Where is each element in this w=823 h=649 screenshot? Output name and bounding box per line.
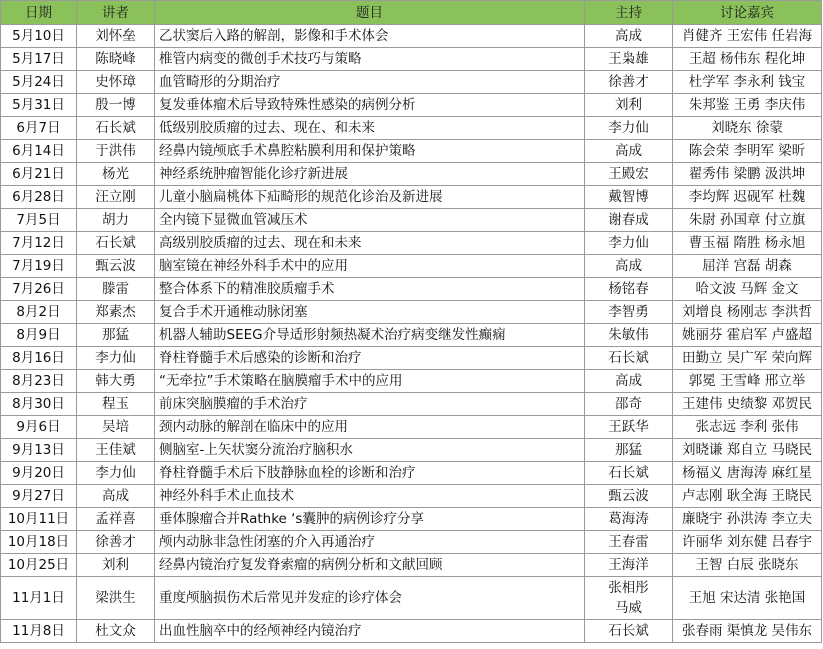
- column-header-date: 日期: [1, 1, 77, 25]
- cell-guests: 刘增良 杨刚志 李洪哲: [673, 301, 822, 324]
- cell-topic: 神经外科手术止血技术: [155, 485, 585, 508]
- cell-guests: 陈会荣 李明军 梁昕: [673, 140, 822, 163]
- table-row: [1, 554, 822, 577]
- cell-host: 王殿宏: [585, 163, 673, 186]
- cell-date: 5月10日: [1, 25, 77, 48]
- cell-guests: 郭冕 王雪峰 邢立举: [673, 370, 822, 393]
- cell-host: 高成: [585, 255, 673, 278]
- cell-host: 高成: [585, 25, 673, 48]
- table-row: [1, 25, 822, 48]
- cell-speaker: 甄云波: [77, 255, 155, 278]
- cell-host: 王海洋: [585, 554, 673, 577]
- header-row: [1, 1, 822, 25]
- table-row: [1, 347, 822, 370]
- column-header-speaker: 讲者: [77, 1, 155, 25]
- cell-topic: 颈内动脉的解剖在临床中的应用: [155, 416, 585, 439]
- cell-date: 5月24日: [1, 71, 77, 94]
- cell-guests: 刘晓东 徐蒙: [673, 117, 822, 140]
- cell-date: 8月30日: [1, 393, 77, 416]
- cell-topic: 复合手术开通椎动脉闭塞: [155, 301, 585, 324]
- cell-host: 那猛: [585, 439, 673, 462]
- cell-date: 10月25日: [1, 554, 77, 577]
- cell-topic: 重度颅脑损伤术后常见并发症的诊疗体会: [155, 577, 585, 620]
- table-row: [1, 416, 822, 439]
- column-header-guests: 讨论嘉宾: [673, 1, 822, 25]
- cell-speaker: 杜文众: [77, 620, 155, 643]
- cell-speaker: 梁洪生: [77, 577, 155, 620]
- cell-guests: 王旭 宋达清 张艳国: [673, 577, 822, 620]
- cell-date: 5月17日: [1, 48, 77, 71]
- cell-host: 谢春成: [585, 209, 673, 232]
- cell-date: 11月1日: [1, 577, 77, 620]
- cell-speaker: 陈晓峰: [77, 48, 155, 71]
- cell-guests: 许丽华 刘东健 吕春宇: [673, 531, 822, 554]
- cell-host: 朱敏伟: [585, 324, 673, 347]
- cell-guests: 肖健齐 王宏伟 任岩海: [673, 25, 822, 48]
- cell-date: 8月2日: [1, 301, 77, 324]
- table-row: [1, 278, 822, 301]
- table-row: [1, 301, 822, 324]
- cell-host: 王春雷: [585, 531, 673, 554]
- cell-guests: 姚丽芬 霍启军 卢盛超: [673, 324, 822, 347]
- cell-host: 邵奇: [585, 393, 673, 416]
- cell-host: 李力仙: [585, 117, 673, 140]
- cell-topic: 神经系统肿瘤智能化诊疗新进展: [155, 163, 585, 186]
- cell-host: 李智勇: [585, 301, 673, 324]
- cell-guests: 王建伟 史绩黎 邓贺民: [673, 393, 822, 416]
- cell-topic: 整合体系下的精准胶质瘤手术: [155, 278, 585, 301]
- cell-date: 9月20日: [1, 462, 77, 485]
- table-row: [1, 508, 822, 531]
- cell-date: 7月12日: [1, 232, 77, 255]
- cell-date: 9月6日: [1, 416, 77, 439]
- cell-guests: 朱尉 孙国章 付立旗: [673, 209, 822, 232]
- cell-topic: 椎管内病变的微创手术技巧与策略: [155, 48, 585, 71]
- cell-date: 8月16日: [1, 347, 77, 370]
- cell-guests: 李均辉 迟砚军 杜魏: [673, 186, 822, 209]
- cell-topic: 出血性脑卒中的经颅神经内镜治疗: [155, 620, 585, 643]
- table-row: [1, 439, 822, 462]
- cell-speaker: 殷一博: [77, 94, 155, 117]
- cell-topic: 侧脑室-上矢状窦分流治疗脑积水: [155, 439, 585, 462]
- cell-topic: 脑室镜在神经外科手术中的应用: [155, 255, 585, 278]
- column-header-host: 主持: [585, 1, 673, 25]
- cell-topic: 全内镜下显微血管减压术: [155, 209, 585, 232]
- cell-guests: 杜学军 李永利 钱宝: [673, 71, 822, 94]
- table-row: [1, 531, 822, 554]
- cell-speaker: 高成: [77, 485, 155, 508]
- cell-date: 9月27日: [1, 485, 77, 508]
- cell-host: 李力仙: [585, 232, 673, 255]
- table-row: [1, 209, 822, 232]
- cell-topic: 机器人辅助SEEG介导适形射频热凝术治疗病变继发性癫痫: [155, 324, 585, 347]
- cell-speaker: 石长斌: [77, 232, 155, 255]
- cell-guests: 王超 杨伟东 程化坤: [673, 48, 822, 71]
- cell-guests: 杨福义 唐海涛 麻红星: [673, 462, 822, 485]
- cell-speaker: 孟祥喜: [77, 508, 155, 531]
- cell-speaker: 杨光: [77, 163, 155, 186]
- cell-date: 6月14日: [1, 140, 77, 163]
- cell-speaker: 李力仙: [77, 347, 155, 370]
- cell-speaker: 王佳斌: [77, 439, 155, 462]
- cell-speaker: 于洪伟: [77, 140, 155, 163]
- cell-host: 甄云波: [585, 485, 673, 508]
- cell-date: 10月11日: [1, 508, 77, 531]
- cell-topic: 前床突脑膜瘤的手术治疗: [155, 393, 585, 416]
- cell-speaker: 滕雷: [77, 278, 155, 301]
- cell-guests: 屈洋 宫磊 胡森: [673, 255, 822, 278]
- cell-date: 7月26日: [1, 278, 77, 301]
- cell-speaker: 史怀璋: [77, 71, 155, 94]
- cell-topic: 脊柱脊髓手术后感染的诊断和治疗: [155, 347, 585, 370]
- table-row: [1, 393, 822, 416]
- cell-date: 9月13日: [1, 439, 77, 462]
- cell-topic: 儿童小脑扁桃体下疝畸形的规范化诊治及新进展: [155, 186, 585, 209]
- cell-date: 8月9日: [1, 324, 77, 347]
- table-row: [1, 255, 822, 278]
- cell-host: 石长斌: [585, 462, 673, 485]
- table-row: [1, 462, 822, 485]
- cell-speaker: 那猛: [77, 324, 155, 347]
- cell-host: 王枭雄: [585, 48, 673, 71]
- cell-speaker: 汪立刚: [77, 186, 155, 209]
- cell-speaker: 吴培: [77, 416, 155, 439]
- cell-host: 王跃华: [585, 416, 673, 439]
- table-row: [1, 620, 822, 643]
- cell-topic: 乙状窦后入路的解剖，影像和手术体会: [155, 25, 585, 48]
- cell-speaker: 郑素杰: [77, 301, 155, 324]
- cell-topic: 经鼻内镜治疗复发脊索瘤的病例分析和文献回顾: [155, 554, 585, 577]
- cell-topic: 脊柱脊髓手术后下肢静脉血栓的诊断和治疗: [155, 462, 585, 485]
- cell-guests: 刘晓谦 郑自立 马晓民: [673, 439, 822, 462]
- table-row: [1, 577, 822, 620]
- cell-guests: 田勤立 吴广军 荣向辉: [673, 347, 822, 370]
- cell-topic: 复发垂体瘤术后导致特殊性感染的病例分析: [155, 94, 585, 117]
- cell-speaker: 刘利: [77, 554, 155, 577]
- table-row: [1, 485, 822, 508]
- cell-date: 10月18日: [1, 531, 77, 554]
- cell-date: 7月5日: [1, 209, 77, 232]
- cell-speaker: 程玉: [77, 393, 155, 416]
- cell-guests: 卢志刚 耿全海 王晓民: [673, 485, 822, 508]
- cell-host: 高成: [585, 370, 673, 393]
- cell-host: 石长斌: [585, 620, 673, 643]
- cell-host: 刘利: [585, 94, 673, 117]
- cell-host: 杨铭春: [585, 278, 673, 301]
- cell-date: 6月7日: [1, 117, 77, 140]
- cell-speaker: 韩大勇: [77, 370, 155, 393]
- cell-host: 石长斌: [585, 347, 673, 370]
- table-row: [1, 94, 822, 117]
- cell-speaker: 李力仙: [77, 462, 155, 485]
- cell-topic: 低级别胶质瘤的过去、现在、和未来: [155, 117, 585, 140]
- cell-date: 7月19日: [1, 255, 77, 278]
- cell-guests: 张志远 李利 张伟: [673, 416, 822, 439]
- table-row: [1, 71, 822, 94]
- column-header-topic: 题目: [155, 1, 585, 25]
- cell-guests: 翟秀伟 梁鹏 汲洪坤: [673, 163, 822, 186]
- cell-guests: 哈文波 马辉 金文: [673, 278, 822, 301]
- cell-host: 戴智博: [585, 186, 673, 209]
- cell-host: 张相彤 马威: [585, 577, 673, 620]
- table-row: [1, 117, 822, 140]
- cell-topic: “无牵拉”手术策略在脑膜瘤手术中的应用: [155, 370, 585, 393]
- cell-host: 葛海涛: [585, 508, 673, 531]
- cell-guests: 王智 白辰 张晓东: [673, 554, 822, 577]
- cell-speaker: 徐善才: [77, 531, 155, 554]
- cell-date: 6月28日: [1, 186, 77, 209]
- cell-guests: 朱邦鉴 王勇 李庆伟: [673, 94, 822, 117]
- cell-date: 8月23日: [1, 370, 77, 393]
- cell-speaker: 石长斌: [77, 117, 155, 140]
- table-row: [1, 163, 822, 186]
- table-row: [1, 324, 822, 347]
- cell-speaker: 刘怀垒: [77, 25, 155, 48]
- table-row: [1, 232, 822, 255]
- table-row: [1, 186, 822, 209]
- cell-topic: 经鼻内镜颅底手术鼻腔粘膜利用和保护策略: [155, 140, 585, 163]
- cell-guests: 廉晓宇 孙洪涛 李立夫: [673, 508, 822, 531]
- cell-date: 5月31日: [1, 94, 77, 117]
- cell-topic: 颅内动脉非急性闭塞的介入再通治疗: [155, 531, 585, 554]
- cell-topic: 血管畸形的分期治疗: [155, 71, 585, 94]
- cell-date: 11月8日: [1, 620, 77, 643]
- table-body: [1, 25, 822, 643]
- cell-topic: 垂体腺瘤合并Rathke ‘s囊肿的病例诊疗分享: [155, 508, 585, 531]
- cell-guests: 张春雨 渠慎龙 吴伟东: [673, 620, 822, 643]
- cell-topic: 高级别胶质瘤的过去、现在和未来: [155, 232, 585, 255]
- table-row: [1, 140, 822, 163]
- cell-speaker: 胡力: [77, 209, 155, 232]
- cell-host: 徐善才: [585, 71, 673, 94]
- cell-host: 高成: [585, 140, 673, 163]
- cell-guests: 曹玉福 隋胜 杨永旭: [673, 232, 822, 255]
- cell-date: 6月21日: [1, 163, 77, 186]
- table-row: [1, 370, 822, 393]
- table-row: [1, 48, 822, 71]
